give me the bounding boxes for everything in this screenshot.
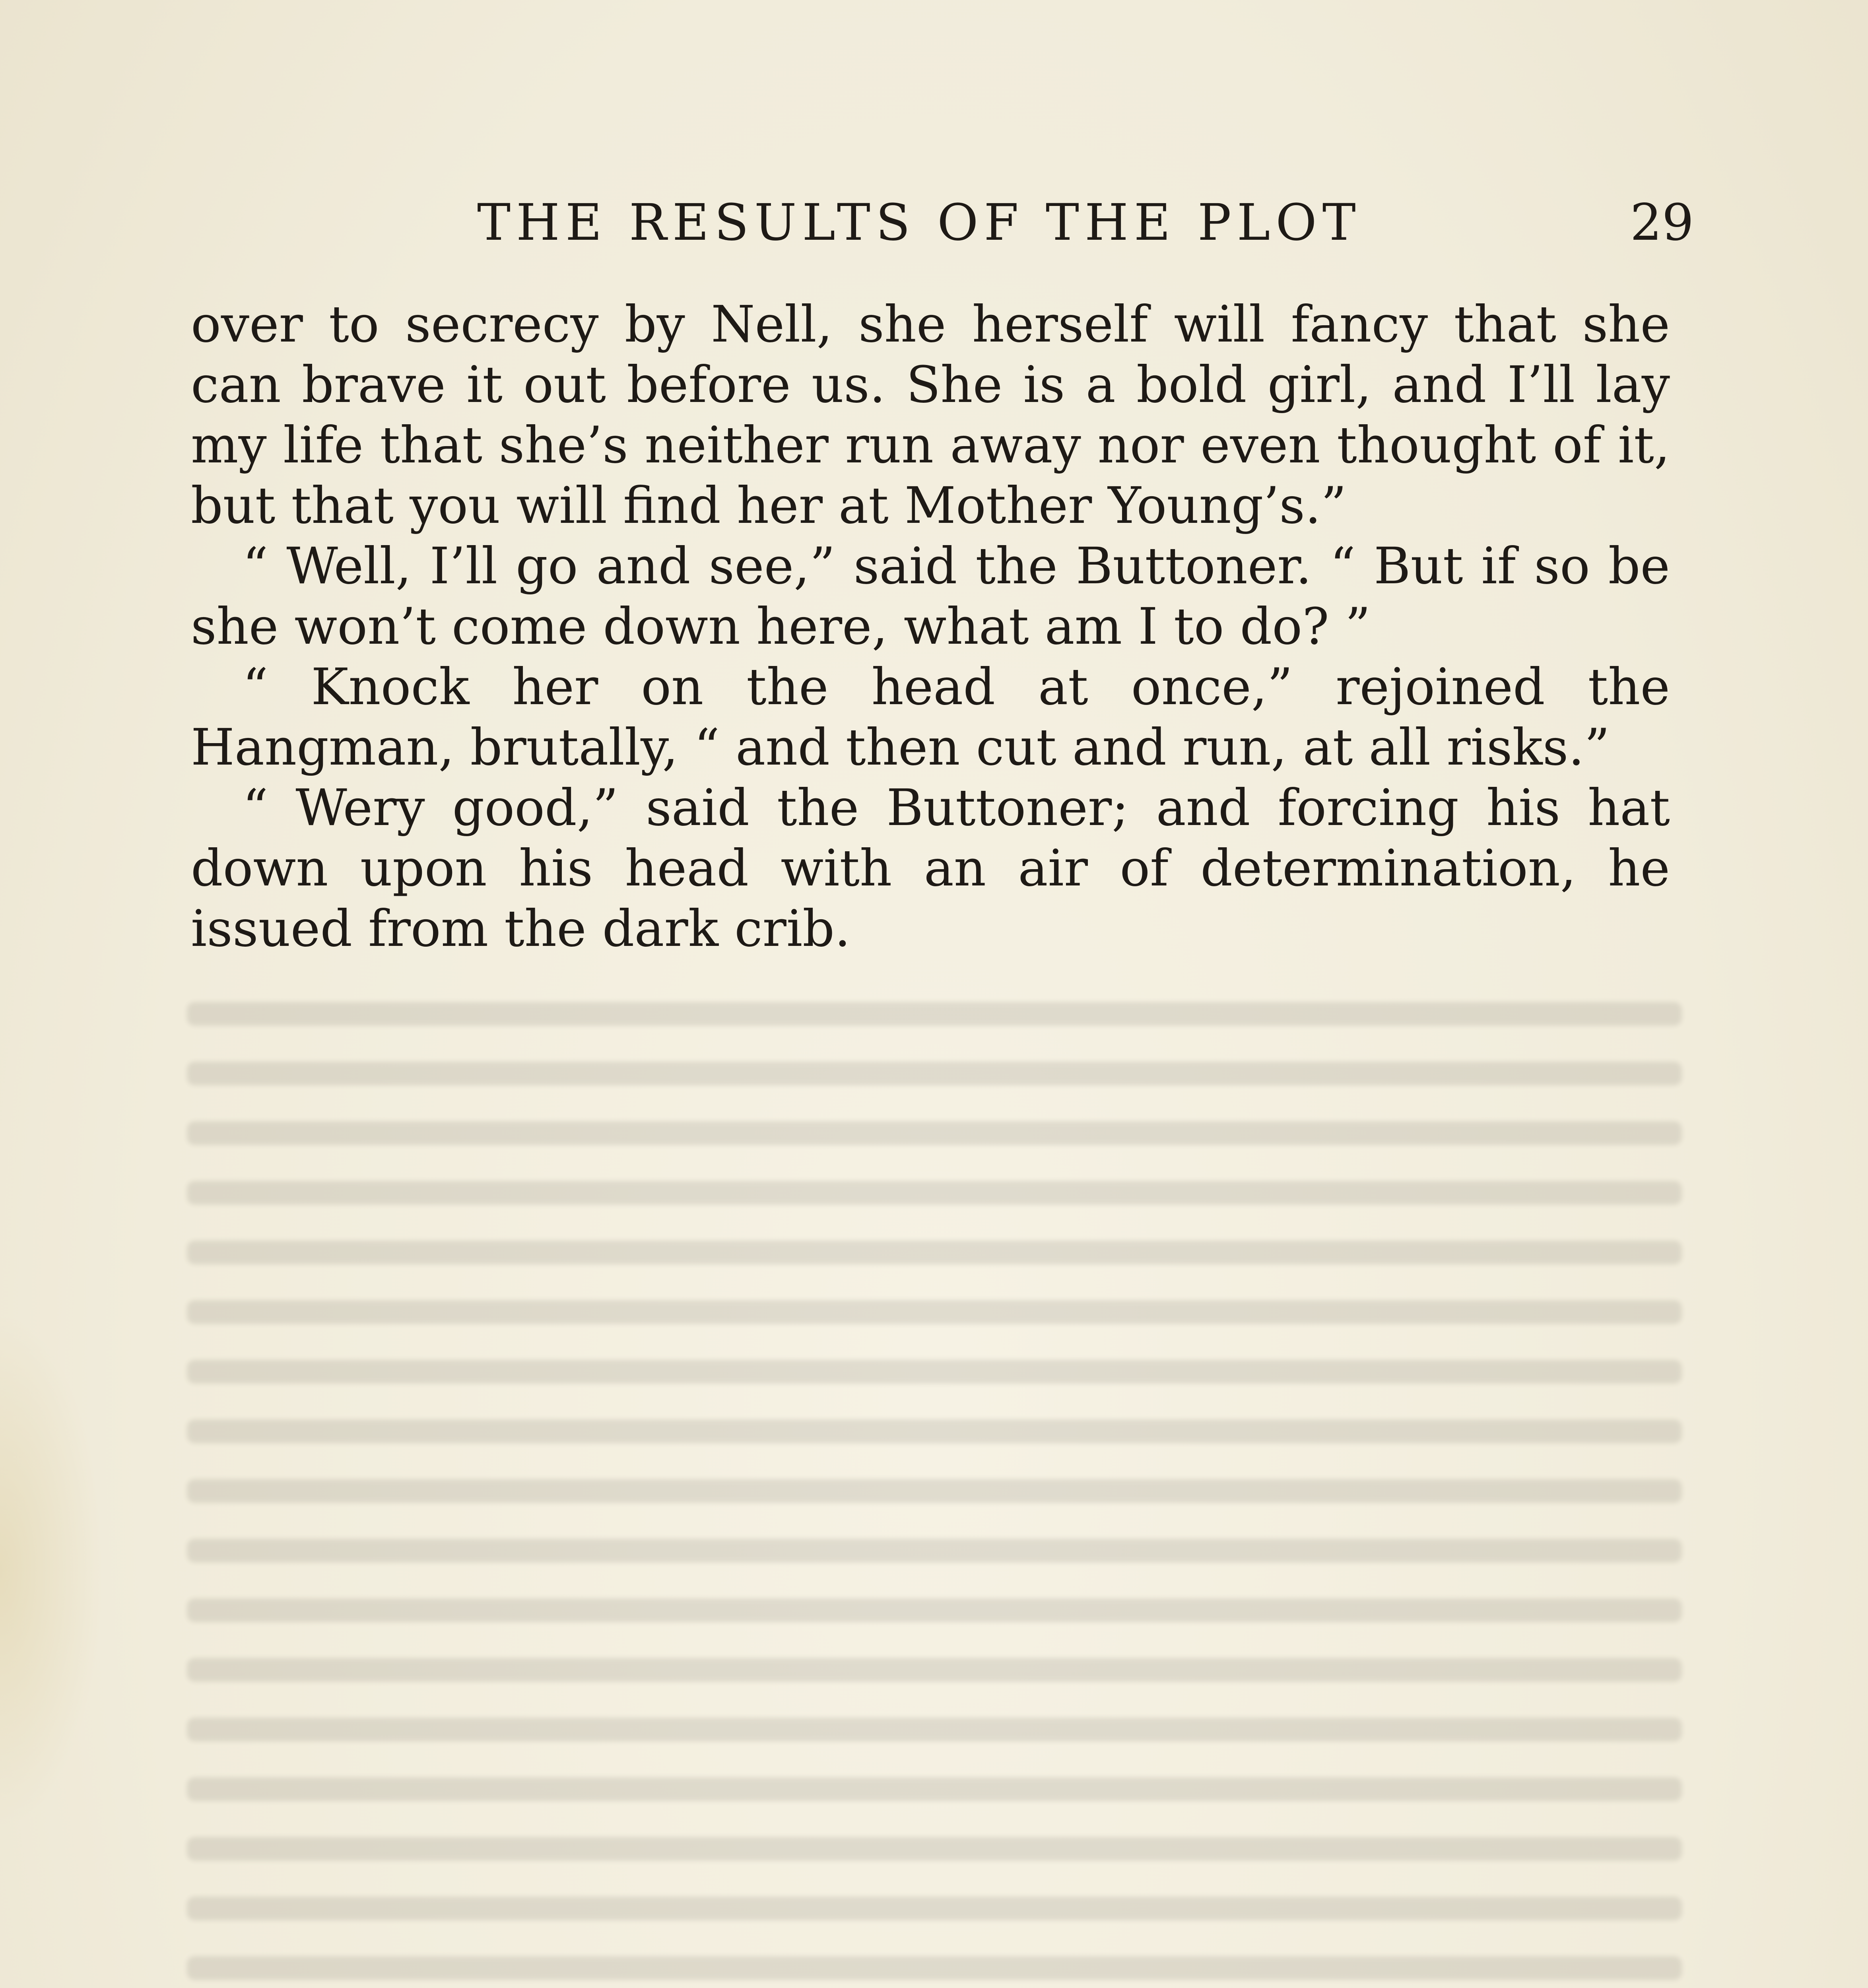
page-foxing-stain	[0, 1312, 103, 1829]
paragraph: “ Knock her on the head at once,” rejoined the Hangman, brutally, “ and then cut and run, at all risks.”	[191, 658, 1670, 777]
body-text	[191, 294, 1670, 959]
paragraph: over to secrecy by Nell, she herself will fancy that she can brave it out before us. She is a bold girl, and I’ll lay my life that she’s neither run away nor even thought of it, but that you will find her at Mother Young’s.”	[191, 295, 1670, 535]
reverse-side-bleed-through	[187, 1002, 1682, 1988]
page-number: 29	[1630, 193, 1694, 252]
page-header	[191, 187, 1694, 258]
paragraph: “ Wery good,” said the Buttoner; and forcing his hat down upon his head with an air of determination, he issued from the dark crib.	[191, 779, 1670, 958]
running-title: THE RESULTS OF THE PLOT	[477, 193, 1361, 252]
paragraph: “ Well, I’ll go and see,” said the Buttoner. “ But if so be she won’t come down here, what am I to do? ”	[191, 537, 1670, 656]
